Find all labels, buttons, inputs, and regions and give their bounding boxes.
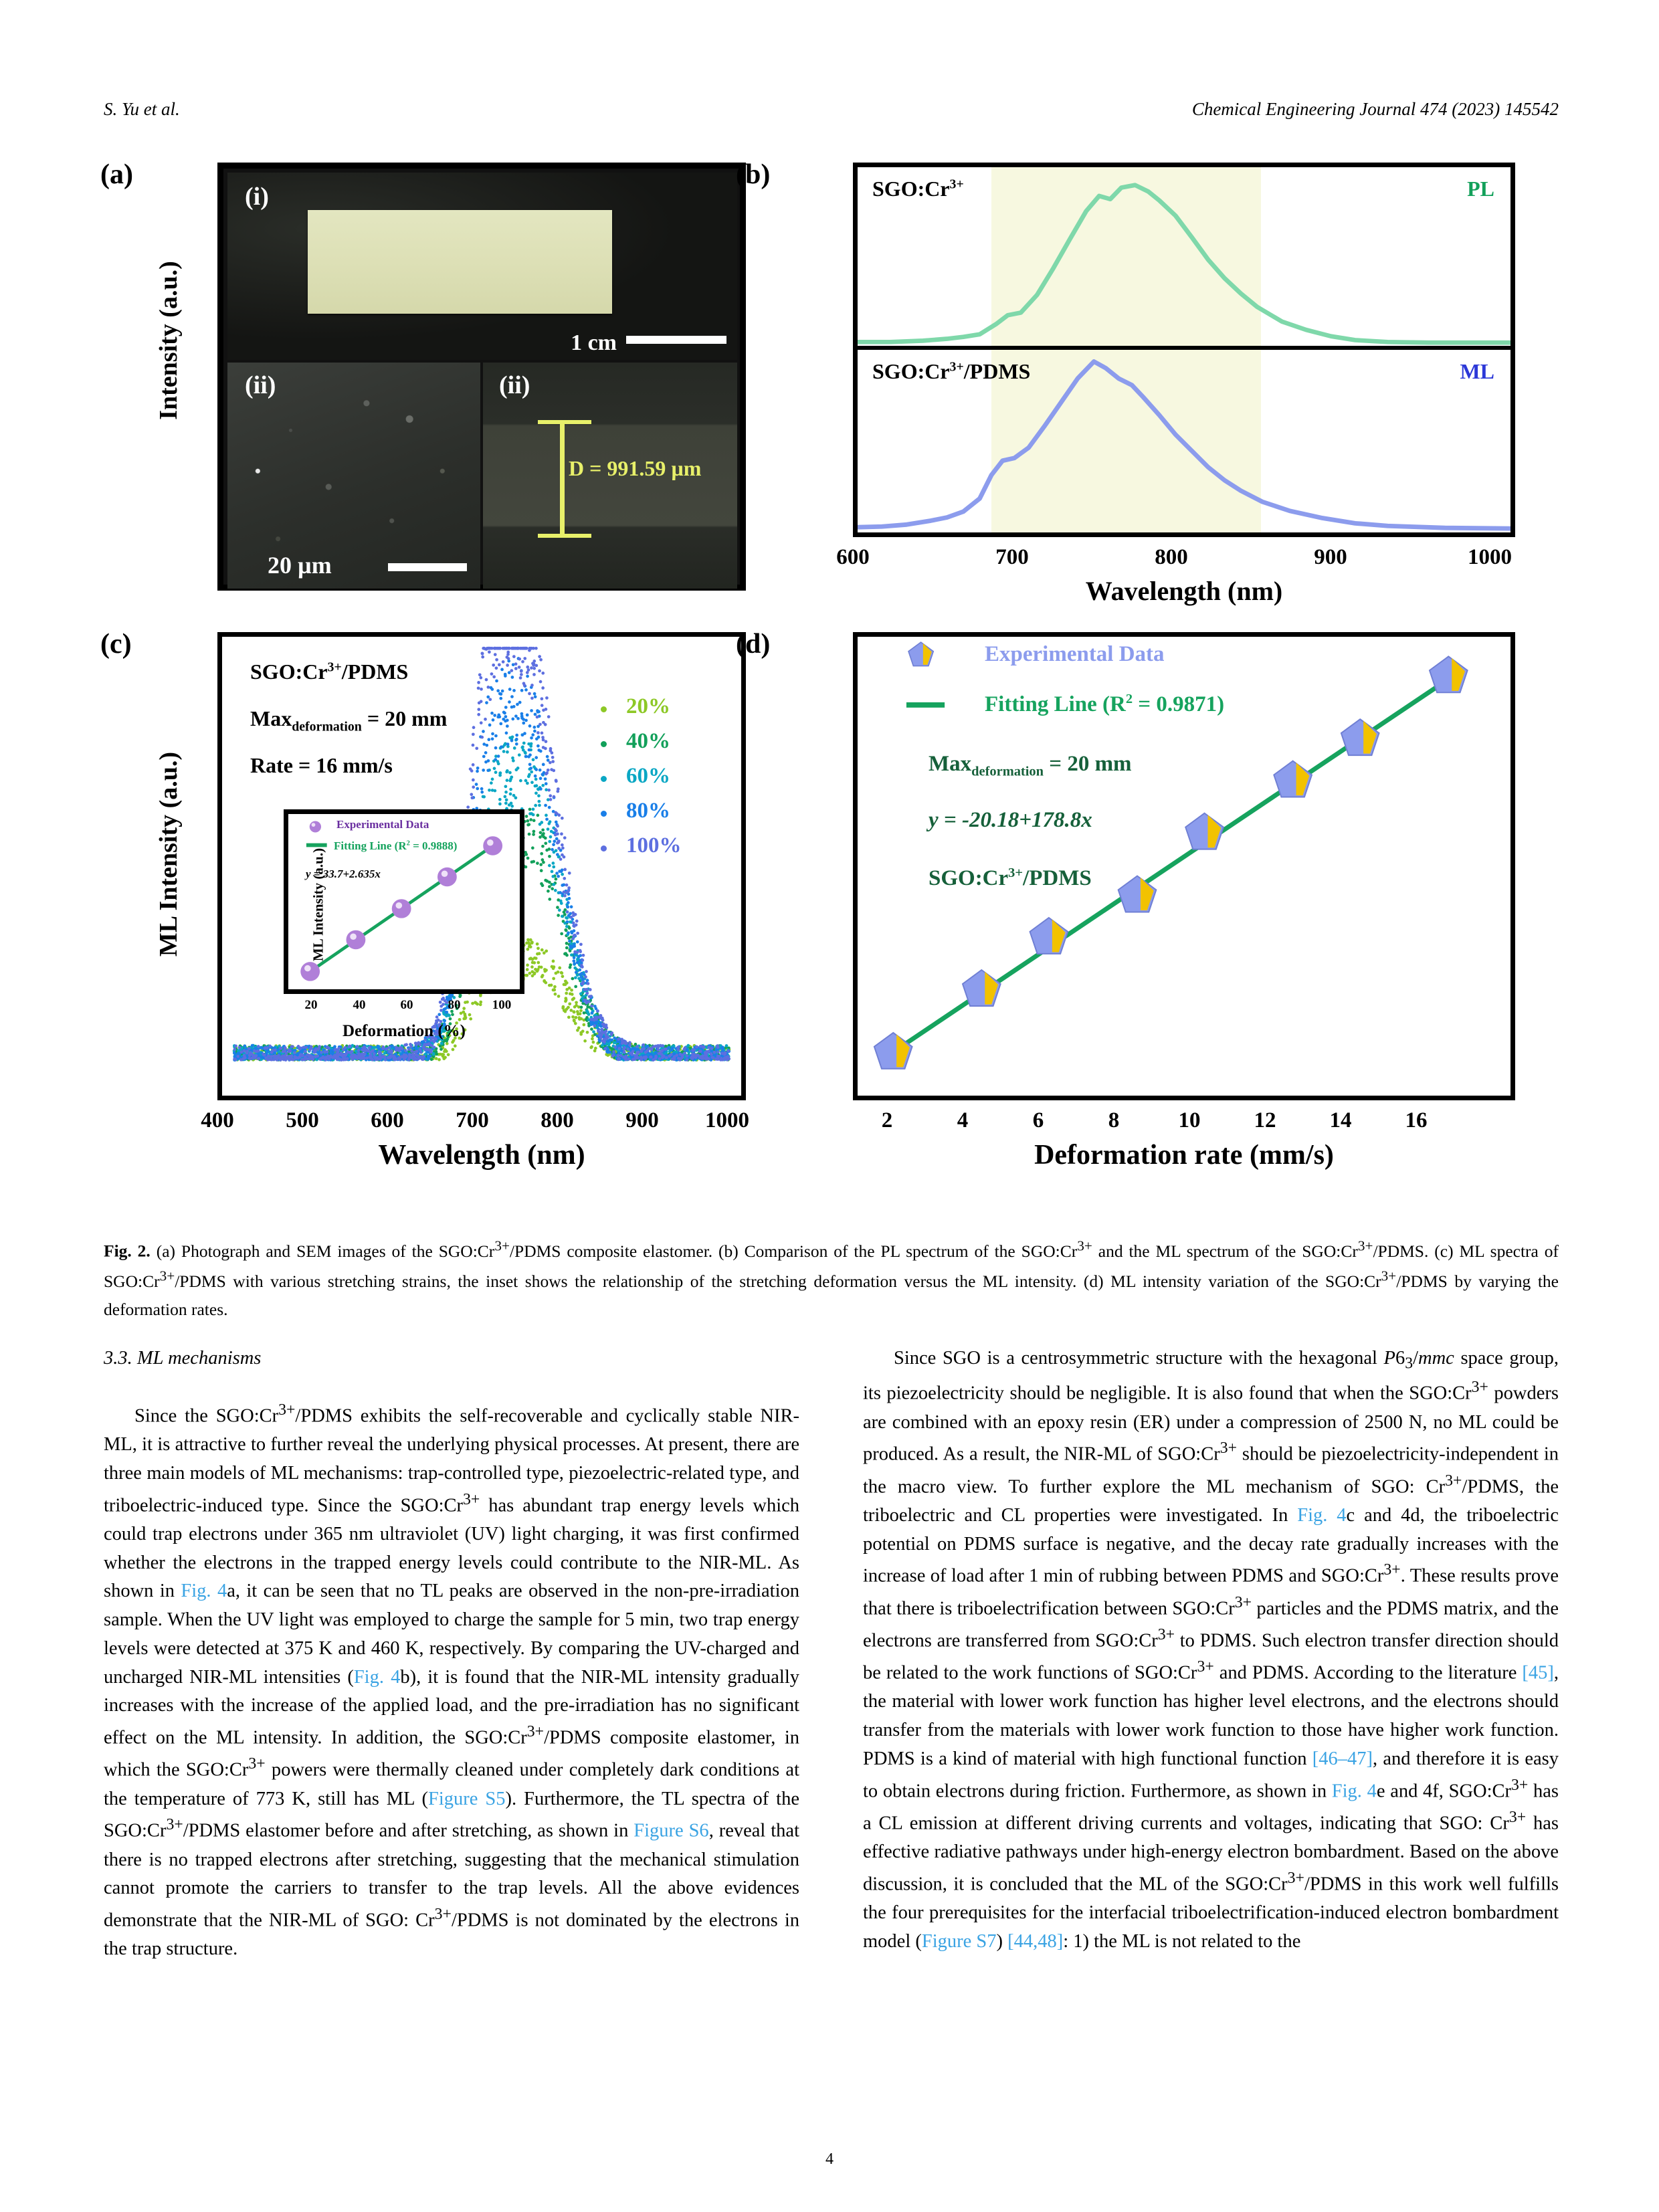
panel-b-xtick: 800 [1155, 545, 1188, 569]
scalebar-photo-line [626, 336, 726, 344]
panel-c-xtick: 700 [456, 1108, 489, 1132]
running-head-journal: Chemical Engineering Journal 474 (2023) 145542 [1191, 99, 1559, 119]
running-head [0, 99, 1659, 126]
panel-d-plot [853, 632, 1515, 1100]
panel-c-xtick: 900 [625, 1108, 659, 1132]
inset-xtick: 60 [400, 998, 413, 1012]
panel-b-xtick: 700 [995, 545, 1029, 569]
legend-label-40: 40% [626, 729, 670, 753]
scalebar-sem-label: 20 µm [268, 552, 332, 579]
right-column [863, 1344, 1559, 1956]
panel-b-label: (b) [736, 159, 771, 190]
left-paragraph: Since the $SGO:Cr^{3+}$/PDMS exhibits the self-recoverable and cyclically stable NIR-ML, it is attractive to further reveal the underlying physical processes. At present, there are three main models of ML mechanisms: trap-controlled type, piezoelectric-related type, and triboelectric-induced type. Since the $SGO:Cr^{3+}$ has abundant trap energy levels which could trap electrons under 365 nm ultraviolet (UV) light charging, it was first confirmed whether the electrons in the trapped energy levels could contribute to the NIR-ML. As shown in Fig. 4a, it can be seen that no TL peaks are observed in the non-pre-irradiation sample. When the UV light was employed to charge the sample for 5 min, two trap energy levels were detected at 375 K and 460 K, respectively. By comparing the UV-charged and uncharged NIR-ML intensities (Fig. 4b), it is found that the NIR-ML intensity gradually increases with the increase of the applied load, and the pre-irradiation has no significant effect on the ML intensity. In addition, the $SGO:Cr^{3+}$/PDMS composite elastomer, in which the $SGO:Cr^{3+}$ powers were thermally cleaned under completely dark conditions at the temperature of 773 K, still has ML (Figure S5). Furthermore, the TL spectra of the $SGO:Cr^{3+}$/PDMS elastomer before and after stretching, as shown in Figure S6, reveal that there is no trapped electrons after stretching, suggesting that the mechanical stimulation cannot promote the carriers to transfer to the trap levels. All the above evidences demonstrate that the NIR-ML of SGO: $Cr^{3+}$/PDMS is not dominated by the electrons in the trap structure. [104, 1401, 800, 1960]
panel-b-ylabel: Intensity (a.u.) [155, 261, 183, 420]
panel-b-top-sample: $SGO:Cr^{3+}$ [872, 177, 964, 201]
panel-c-plot [217, 632, 746, 1100]
panel-c-max-deformation: Max$_{deformation}$ = 20 mm [250, 706, 448, 734]
caption-label: Fig. 2. [104, 1241, 151, 1261]
panel-d-xtick: 14 [1329, 1108, 1352, 1132]
panel-d-legend-points: Experimental Data [985, 642, 1165, 666]
panel-c-xtick: 400 [201, 1108, 234, 1132]
photograph-image [227, 173, 737, 360]
sub-label-iii: (ii) [499, 371, 530, 399]
panel-c-xtick: 600 [371, 1108, 404, 1132]
scalebar-photo-label: 1 cm [571, 330, 617, 355]
panel-d-xtick: 2 [881, 1108, 893, 1132]
inset-legend-line: Fitting Line $(R^2 = 0.9888)$ [334, 839, 458, 852]
caption-body: (a) Photograph and SEM images of the $SGO:Cr^{3+}$/PDMS composite elastomer. (b) Comparison of the PL spectrum of the $SGO:Cr^{3+}$ and the ML spectrum of the $SGO:Cr^{3+}$/PDMS. (c) ML spectra of $SGO:Cr^{3+}$/PDMS with various stretching strains, the inset shows the relationship of the stretching deformation versus the ML intensity. (d) ML intensity variation of the $SGO:Cr^{3+}$/PDMS by varying the deformation rates. [104, 1237, 1559, 1319]
panel-b-bottom-sample: $SGO:Cr^{3+}$/PDMS [872, 359, 1031, 383]
panel-b-top-mode: PL [1467, 177, 1494, 201]
thickness-label: D = 991.59 µm [569, 456, 702, 480]
inset-xtick: 80 [448, 998, 461, 1012]
figure-2 [100, 144, 1559, 1207]
sem-surface-image [227, 363, 480, 589]
panel-b-xtick: 1000 [1468, 545, 1512, 569]
thickness-marker-vertical [560, 421, 565, 536]
inset-legend-points: Experimental Data [336, 818, 429, 831]
panel-d-xtick: 10 [1178, 1108, 1201, 1132]
panel-d-xtick: 6 [1032, 1108, 1044, 1132]
panel-b-top-subplot [858, 167, 1510, 350]
thickness-marker-top [538, 420, 591, 424]
legend-label-100: 100% [626, 833, 682, 858]
panel-b-bottom-subplot [858, 350, 1510, 532]
panel-c-ylabel: ML Intensity (a.u.) [155, 751, 183, 957]
panel-b-xtick: 600 [836, 545, 870, 569]
panel-d-xtick: 8 [1108, 1108, 1120, 1132]
page-number: 4 [825, 2150, 834, 2168]
panel-b-xlabel: Wavelength (nm) [1085, 576, 1283, 606]
inset-equation: y = 33.7+2.635x [306, 868, 381, 880]
panel-d-xtick: 4 [957, 1108, 969, 1132]
panel-c-xtick: 1000 [705, 1108, 749, 1132]
sub-label-ii: (ii) [245, 371, 276, 399]
running-head-authors: S. Yu et al. [104, 99, 180, 119]
panel-d-sample: $SGO:Cr^{3+}$/PDMS [929, 866, 1092, 890]
panel-a-images [217, 163, 746, 591]
sem-cross-section-image [483, 363, 737, 589]
panel-c-xtick: 500 [286, 1108, 319, 1132]
inset-ylabel: ML Intensity (a.u.) [310, 847, 326, 962]
inset-xtick: 20 [304, 998, 318, 1012]
scalebar-sem-line [388, 563, 467, 571]
panel-b-xtick: 900 [1314, 545, 1347, 569]
inset-xlabel: Deformation (%) [343, 1022, 466, 1040]
panel-a-label: (a) [100, 159, 133, 190]
panel-c-label: (c) [100, 629, 132, 660]
panel-d-xtick: 16 [1405, 1108, 1428, 1132]
panel-b-plot [853, 163, 1515, 537]
inset-xtick: 40 [353, 998, 366, 1012]
left-column [104, 1344, 799, 1964]
figure-caption [104, 1234, 1559, 1323]
panel-c-xtick: 800 [541, 1108, 574, 1132]
panel-b-bottom-mode: ML [1460, 359, 1494, 383]
panel-d-xlabel: Deformation rate (mm/s) [1034, 1140, 1334, 1171]
panel-d-equation: y = -20.18+178.8x [929, 808, 1092, 832]
sub-label-i: (i) [245, 183, 269, 211]
panel-d-xtick: 12 [1254, 1108, 1276, 1132]
panel-c-sample: $SGO:Cr^{3+}$/PDMS [250, 660, 409, 684]
thickness-marker-bottom [538, 534, 591, 538]
legend-label-20: 20% [626, 694, 670, 718]
section-title: 3.3. ML mechanisms [104, 1348, 262, 1369]
panel-c-xlabel: Wavelength (nm) [378, 1140, 585, 1171]
legend-label-80: 80% [626, 799, 670, 823]
panel-d-max-deformation: Max$_{deformation}$ = 20 mm [929, 752, 1132, 779]
panel-d-label: (d) [736, 629, 771, 660]
panel-d-legend-line: Fitting Line $(R^2 = 0.9871)$ [985, 692, 1225, 716]
elastomer-sample [308, 210, 612, 314]
inset-xtick: 100 [492, 998, 512, 1012]
legend-label-60: 60% [626, 764, 670, 788]
panel-c-rate: Rate = 16 mm/s [250, 753, 393, 777]
right-paragraph: Since SGO is a centrosymmetric structure with the hexagonal $P6_3$/mmc space group, its piezoelectricity should be negligible. It is also found that when the $SGO:Cr^{3+}$ powders are combined with an epoxy resin (ER) under a compression of 2500 N, no ML could be produced. As a result, the NIR-ML of $SGO:Cr^{3+}$ should be piezoelectricity-independent in the macro view. To further explore the ML mechanism of SGO: $Cr^{3+}$/PDMS, the triboelectric and CL properties were investigated. In Fig. 4c and 4d, the triboelectric potential on PDMS surface is negative, and the decay rate gradually increases with the increase of load after 1 min of rubbing between PDMS and $SGO:Cr^{3+}$. These results prove that there is triboelectrification between $SGO:Cr^{3+}$ particles and the PDMS matrix, and the electrons are transferred from $SGO:Cr^{3+}$ to PDMS. Such electron transfer direction should be related to the work functions of $SGO:Cr^{3+}$ and PDMS. According to the literature [45], the material with lower work function has higher level electrons, and the electrons should transfer from the materials with lower work function to those have higher work function. PDMS is a kind of material with high functional function [46–47], and therefore it is easy to obtain electrons during friction. Furthermore, as shown in Fig. 4e and 4f, $SGO:Cr^{3+}$ has a CL emission at different driving currents and voltages, indicating that SGO: $Cr^{3+}$ has effective radiative pathways under high-energy electron bombardment. Based on the above discussion, it is concluded that the ML of the $SGO:Cr^{3+}$/PDMS in this work well fulfills the four prerequisites for the interfacial triboelectrification-induced electron bombardment model (Figure S7) [44,48]: 1) the ML is not related to the [863, 1348, 1559, 1952]
